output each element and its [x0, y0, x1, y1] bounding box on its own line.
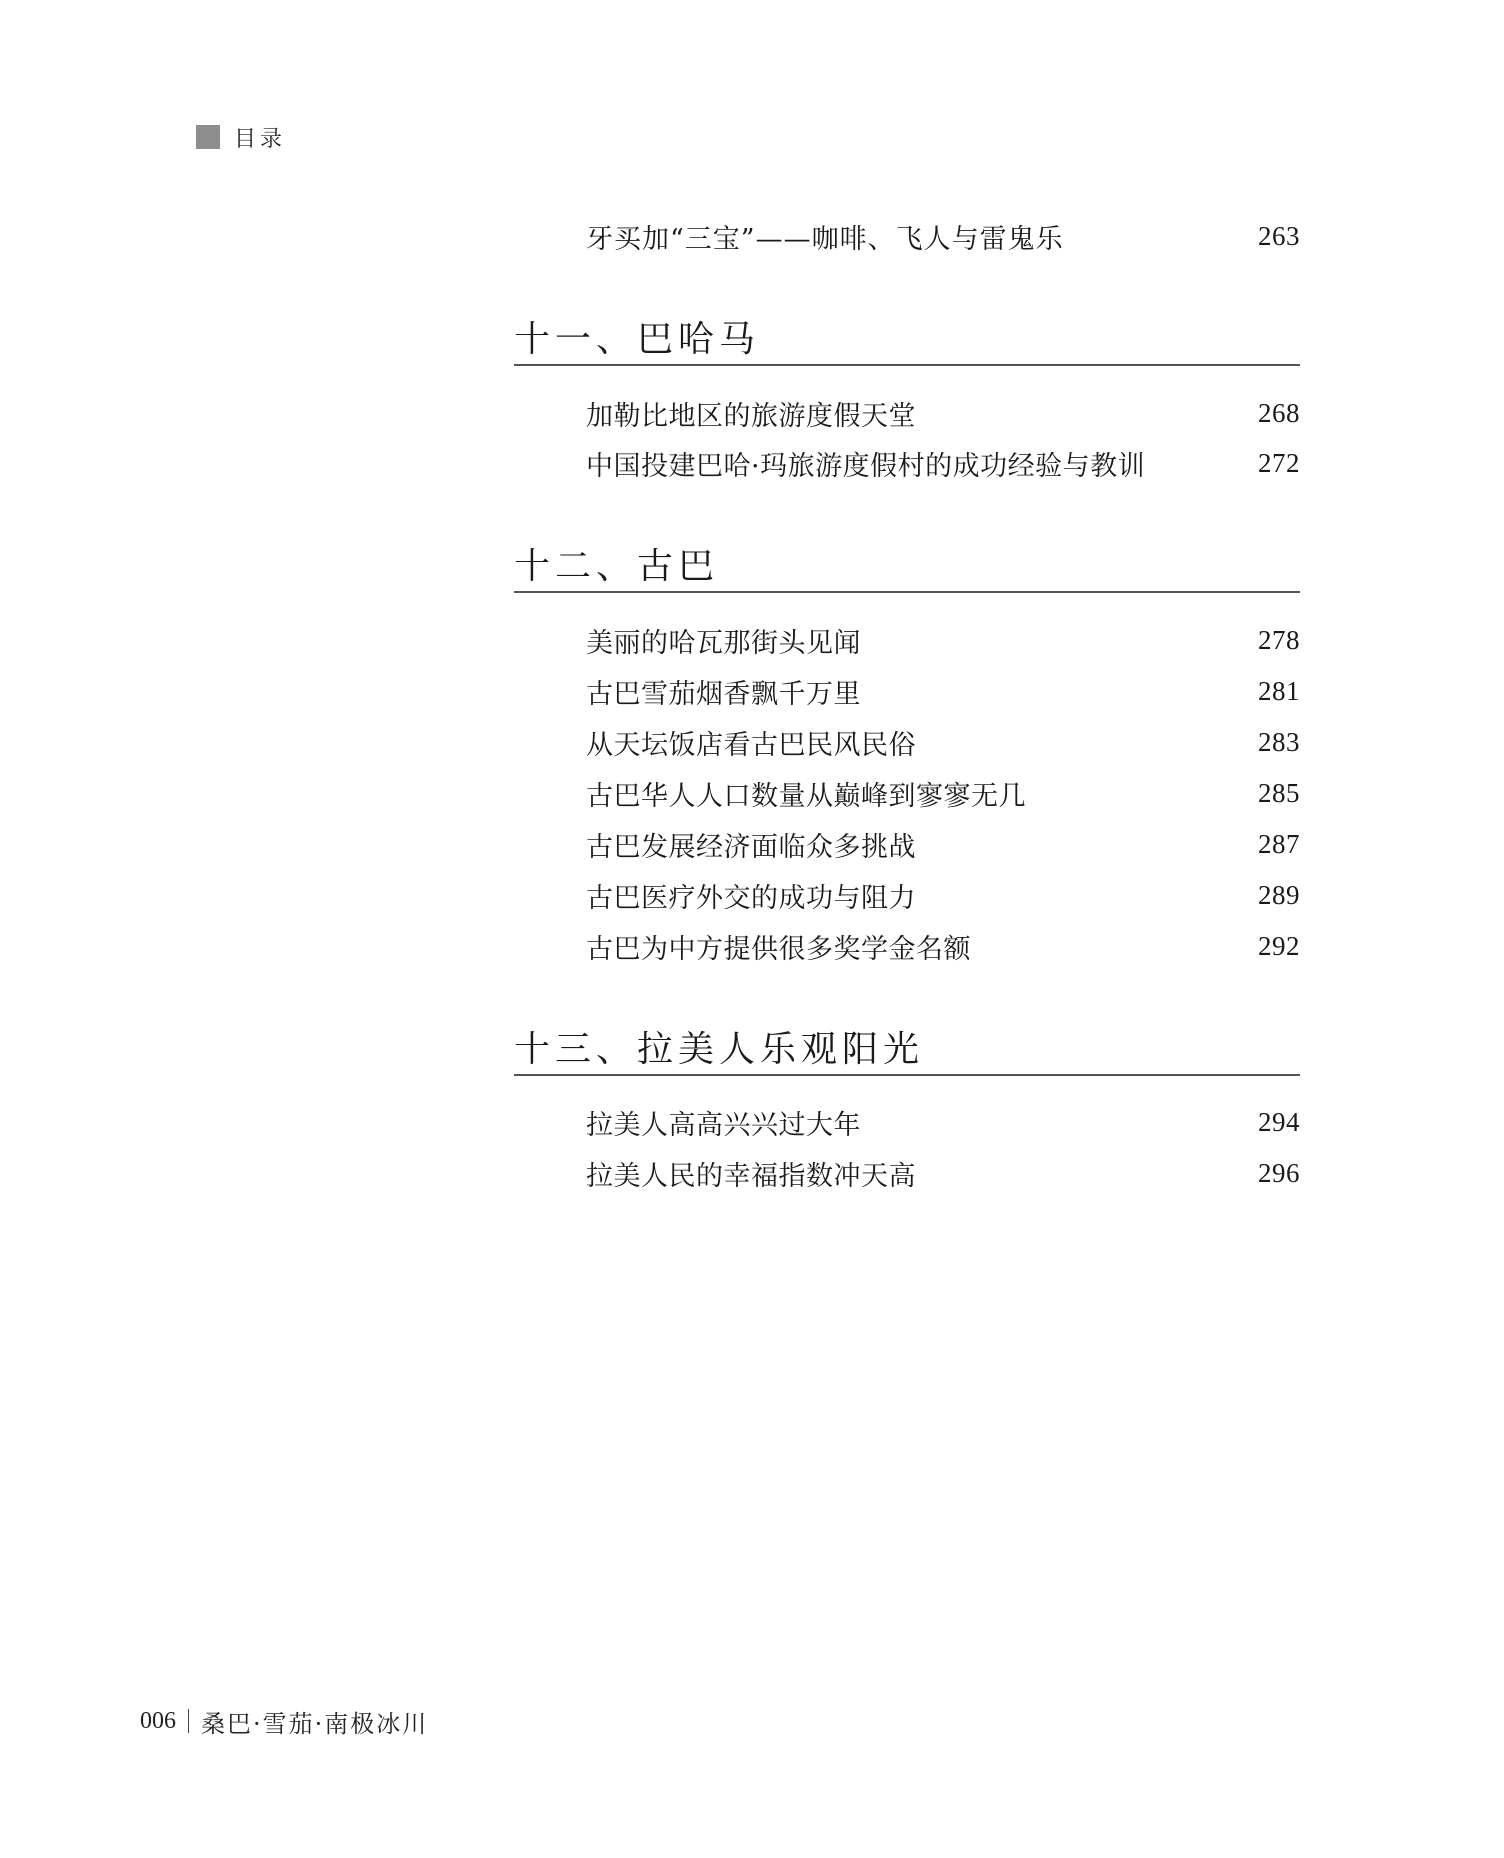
toc-entry-title: 牙买加“三宝”——咖啡、飞人与雷鬼乐 — [586, 223, 1064, 255]
toc-entry-title: 古巴为中方提供很多奖学金名额 — [586, 933, 971, 965]
toc-entry-title: 古巴医疗外交的成功与阻力 — [586, 882, 916, 914]
chapter-title: 十三、拉美人乐观阳光 — [514, 1029, 925, 1070]
toc-entry-page: 287 — [1258, 828, 1300, 859]
toc-entry[interactable] — [586, 620, 1300, 660]
toc-entry[interactable] — [586, 671, 1300, 711]
chapter-heading[interactable] — [514, 1024, 1300, 1076]
toc-entry[interactable] — [586, 1102, 1300, 1142]
toc-entry-title: 美丽的哈瓦那街头见闻 — [586, 627, 861, 659]
toc-entry[interactable] — [586, 722, 1300, 762]
running-footer — [140, 1704, 428, 1738]
toc-entry-title: 中国投建巴哈·玛旅游度假村的成功经验与教训 — [586, 450, 1146, 482]
toc-entry[interactable] — [586, 773, 1300, 813]
toc-entry-title: 古巴雪茄烟香飘千万里 — [586, 678, 861, 710]
toc-entry[interactable] — [586, 216, 1300, 256]
chapter-heading[interactable] — [514, 314, 1300, 366]
toc-entry[interactable] — [586, 393, 1300, 433]
toc-entry[interactable] — [586, 926, 1300, 966]
toc-entry[interactable] — [586, 875, 1300, 915]
chapter-title: 十一、巴哈马 — [514, 319, 761, 360]
toc-entry-page: 268 — [1258, 397, 1300, 428]
toc-entry-page: 292 — [1258, 930, 1300, 961]
toc-entry-page: 281 — [1258, 675, 1300, 706]
toc-entry-page: 263 — [1258, 220, 1300, 251]
chapter-heading[interactable] — [514, 541, 1300, 593]
toc-entry[interactable] — [586, 824, 1300, 864]
header-label: 目录 — [234, 126, 287, 152]
toc-entry-page: 272 — [1258, 447, 1300, 478]
toc-entry-page: 278 — [1258, 624, 1300, 655]
toc-entry-title: 拉美人民的幸福指数冲天高 — [586, 1160, 916, 1192]
toc-entry-page: 296 — [1258, 1157, 1300, 1188]
toc-entry[interactable] — [586, 443, 1300, 483]
running-header — [196, 124, 286, 150]
toc-entry-page: 283 — [1258, 726, 1300, 757]
header-square-icon — [196, 125, 220, 149]
book-title: 桑巴·雪茄·南极冰川 — [201, 1709, 429, 1738]
toc-entry-title: 加勒比地区的旅游度假天堂 — [586, 400, 916, 432]
toc-entry-page: 289 — [1258, 879, 1300, 910]
toc-entry-title: 古巴华人人口数量从巅峰到寥寥无几 — [586, 780, 1026, 812]
page-number: 006 — [140, 1707, 176, 1734]
toc-entry-title: 古巴发展经济面临众多挑战 — [586, 831, 916, 863]
chapter-title: 十二、古巴 — [514, 546, 720, 587]
toc-entry-title: 拉美人高高兴兴过大年 — [586, 1109, 861, 1141]
toc-entry-page: 285 — [1258, 777, 1300, 808]
toc-entry-title: 从天坛饭店看古巴民风民俗 — [586, 729, 916, 761]
toc-entry-page: 294 — [1258, 1106, 1300, 1137]
footer-divider — [188, 1709, 189, 1733]
toc-entry[interactable] — [586, 1153, 1300, 1193]
